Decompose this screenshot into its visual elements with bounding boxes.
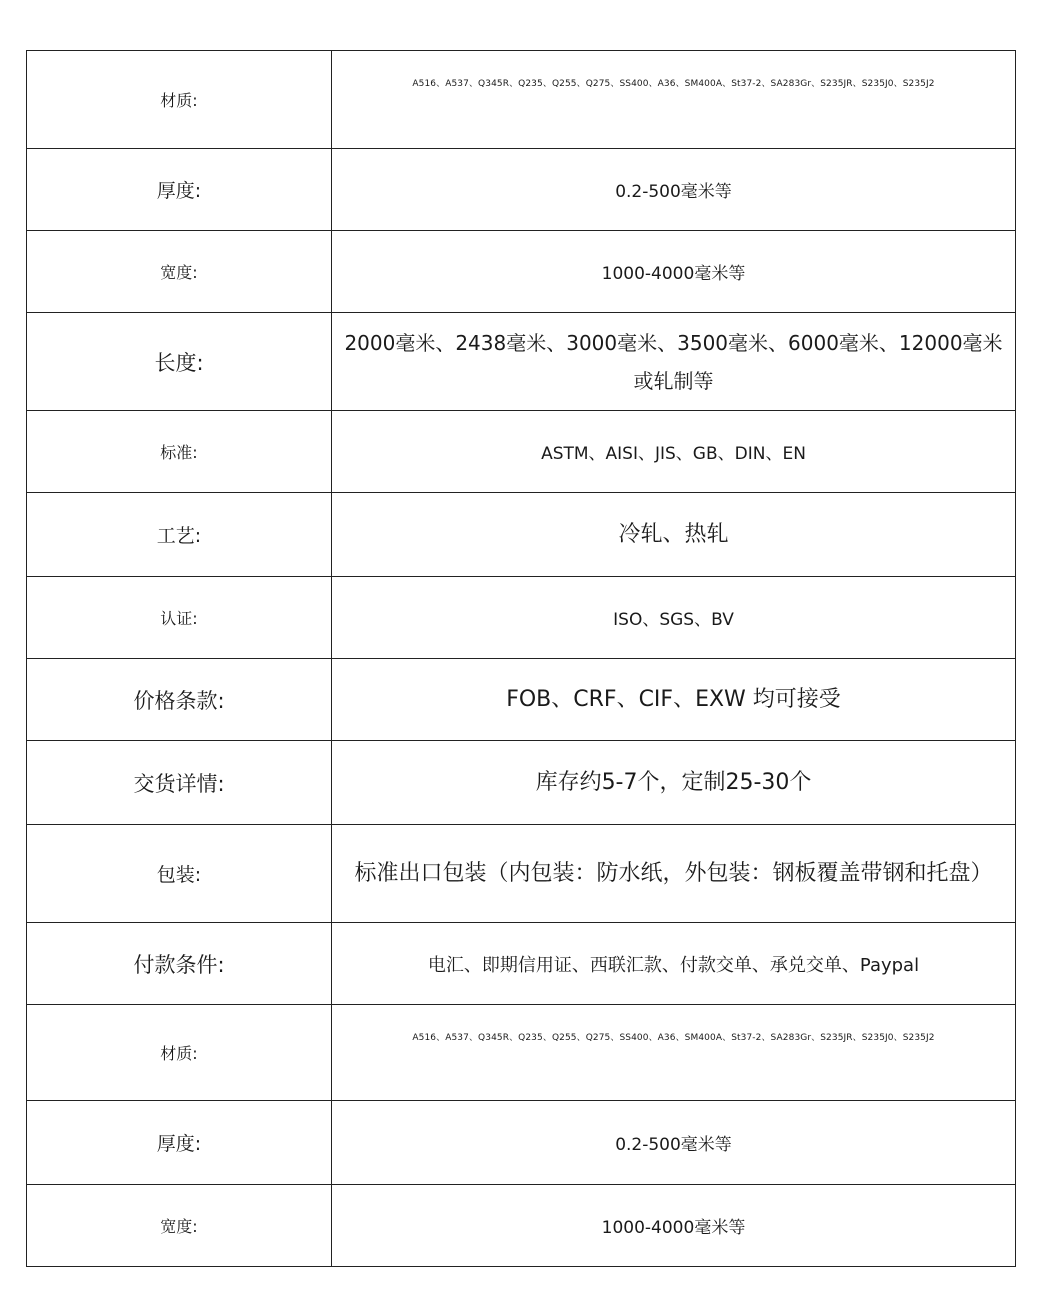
spec-value-cell (332, 493, 1016, 577)
spec-value: A516、A537、Q345R、Q235、Q255、Q275、SS400、A36、SM400A、St37-2、SA283Gr、S235JR、S235J0、S235J2 (412, 79, 935, 89)
spec-value-cell (332, 659, 1016, 741)
spec-value: 冷轧、热轧 (618, 521, 729, 547)
spec-value-cell (332, 51, 1016, 149)
spec-value: 电汇、即期信用证、西联汇款、付款交单、承兑交单、Paypal (427, 954, 920, 976)
spec-value-cell (332, 825, 1016, 923)
spec-label: 宽度: (160, 263, 198, 282)
spec-label: 交货详情: (133, 771, 225, 796)
spec-value: 标准出口包装（内包装：防水纸，外包装：钢板覆盖带钢和托盘） (354, 860, 993, 886)
spec-label: 长度: (154, 350, 204, 375)
spec-row-delivery (27, 741, 1016, 825)
spec-value: 库存约5-7个，定制25-30个 (535, 769, 812, 795)
spec-label-cell (27, 741, 332, 825)
spec-row-standard (27, 411, 1016, 493)
spec-label-cell (27, 825, 332, 923)
spec-value: FOB、CRF、CIF、EXW 均可接受 (506, 686, 841, 712)
spec-row-price-terms (27, 659, 1016, 741)
spec-label: 认证: (160, 609, 198, 628)
spec-label-cell (27, 411, 332, 493)
spec-value: A516、A537、Q345R、Q235、Q255、Q275、SS400、A36、SM400A、St37-2、SA283Gr、S235JR、S235J0、S235J2 (412, 1033, 935, 1043)
spec-label: 材质: (160, 1044, 198, 1063)
spec-row-length (27, 313, 1016, 411)
spec-value-cell (332, 1005, 1016, 1101)
spec-value-cell (332, 149, 1016, 231)
spec-label: 包装: (156, 864, 202, 886)
spec-label: 厚度: (156, 180, 202, 202)
spec-value: ISO、SGS、BV (613, 610, 734, 630)
spec-label-cell (27, 51, 332, 149)
spec-label-cell (27, 659, 332, 741)
spec-label-cell (27, 1101, 332, 1185)
spec-row-process (27, 493, 1016, 577)
spec-value-cell (332, 577, 1016, 659)
spec-label: 工艺: (156, 525, 202, 547)
spec-label: 付款条件: (133, 952, 225, 977)
spec-row-thickness (27, 149, 1016, 231)
spec-value: 1000-4000毫米等 (601, 1218, 746, 1238)
spec-label: 厚度: (156, 1133, 202, 1155)
spec-value-cell (332, 741, 1016, 825)
spec-row-width-repeat (27, 1185, 1016, 1267)
spec-row-width (27, 231, 1016, 313)
spec-value: 0.2-500毫米等 (615, 182, 732, 202)
spec-label: 标准: (160, 443, 198, 462)
spec-label: 宽度: (160, 1217, 198, 1236)
spec-row-certification (27, 577, 1016, 659)
spec-row-material (27, 51, 1016, 149)
spec-label: 价格条款: (133, 688, 225, 713)
spec-row-packaging (27, 825, 1016, 923)
spec-row-payment (27, 923, 1016, 1005)
spec-label-cell (27, 1185, 332, 1267)
spec-value: 0.2-500毫米等 (615, 1135, 732, 1155)
spec-row-thickness-repeat (27, 1101, 1016, 1185)
spec-value-cell (332, 231, 1016, 313)
spec-label-cell (27, 231, 332, 313)
spec-label-cell (27, 493, 332, 577)
spec-value-cell (332, 923, 1016, 1005)
spec-label-cell (27, 923, 332, 1005)
spec-value-cell (332, 411, 1016, 493)
spec-label-cell (27, 149, 332, 231)
spec-value: ASTM、AISI、JIS、GB、DIN、EN (541, 444, 806, 464)
spec-label-cell (27, 313, 332, 411)
spec-row-material-repeat (27, 1005, 1016, 1101)
spec-label-cell (27, 1005, 332, 1101)
spec-value-cell (332, 313, 1016, 411)
spec-value-cell (332, 1101, 1016, 1185)
spec-value-cell (332, 1185, 1016, 1267)
product-spec-table (26, 50, 1016, 1267)
spec-label: 材质: (160, 91, 198, 110)
spec-value: 1000-4000毫米等 (601, 264, 746, 284)
spec-value: 2000毫米、2438毫米、3000毫米、3500毫米、6000毫米、12000毫米或轧制等 (344, 330, 1003, 393)
spec-label-cell (27, 577, 332, 659)
